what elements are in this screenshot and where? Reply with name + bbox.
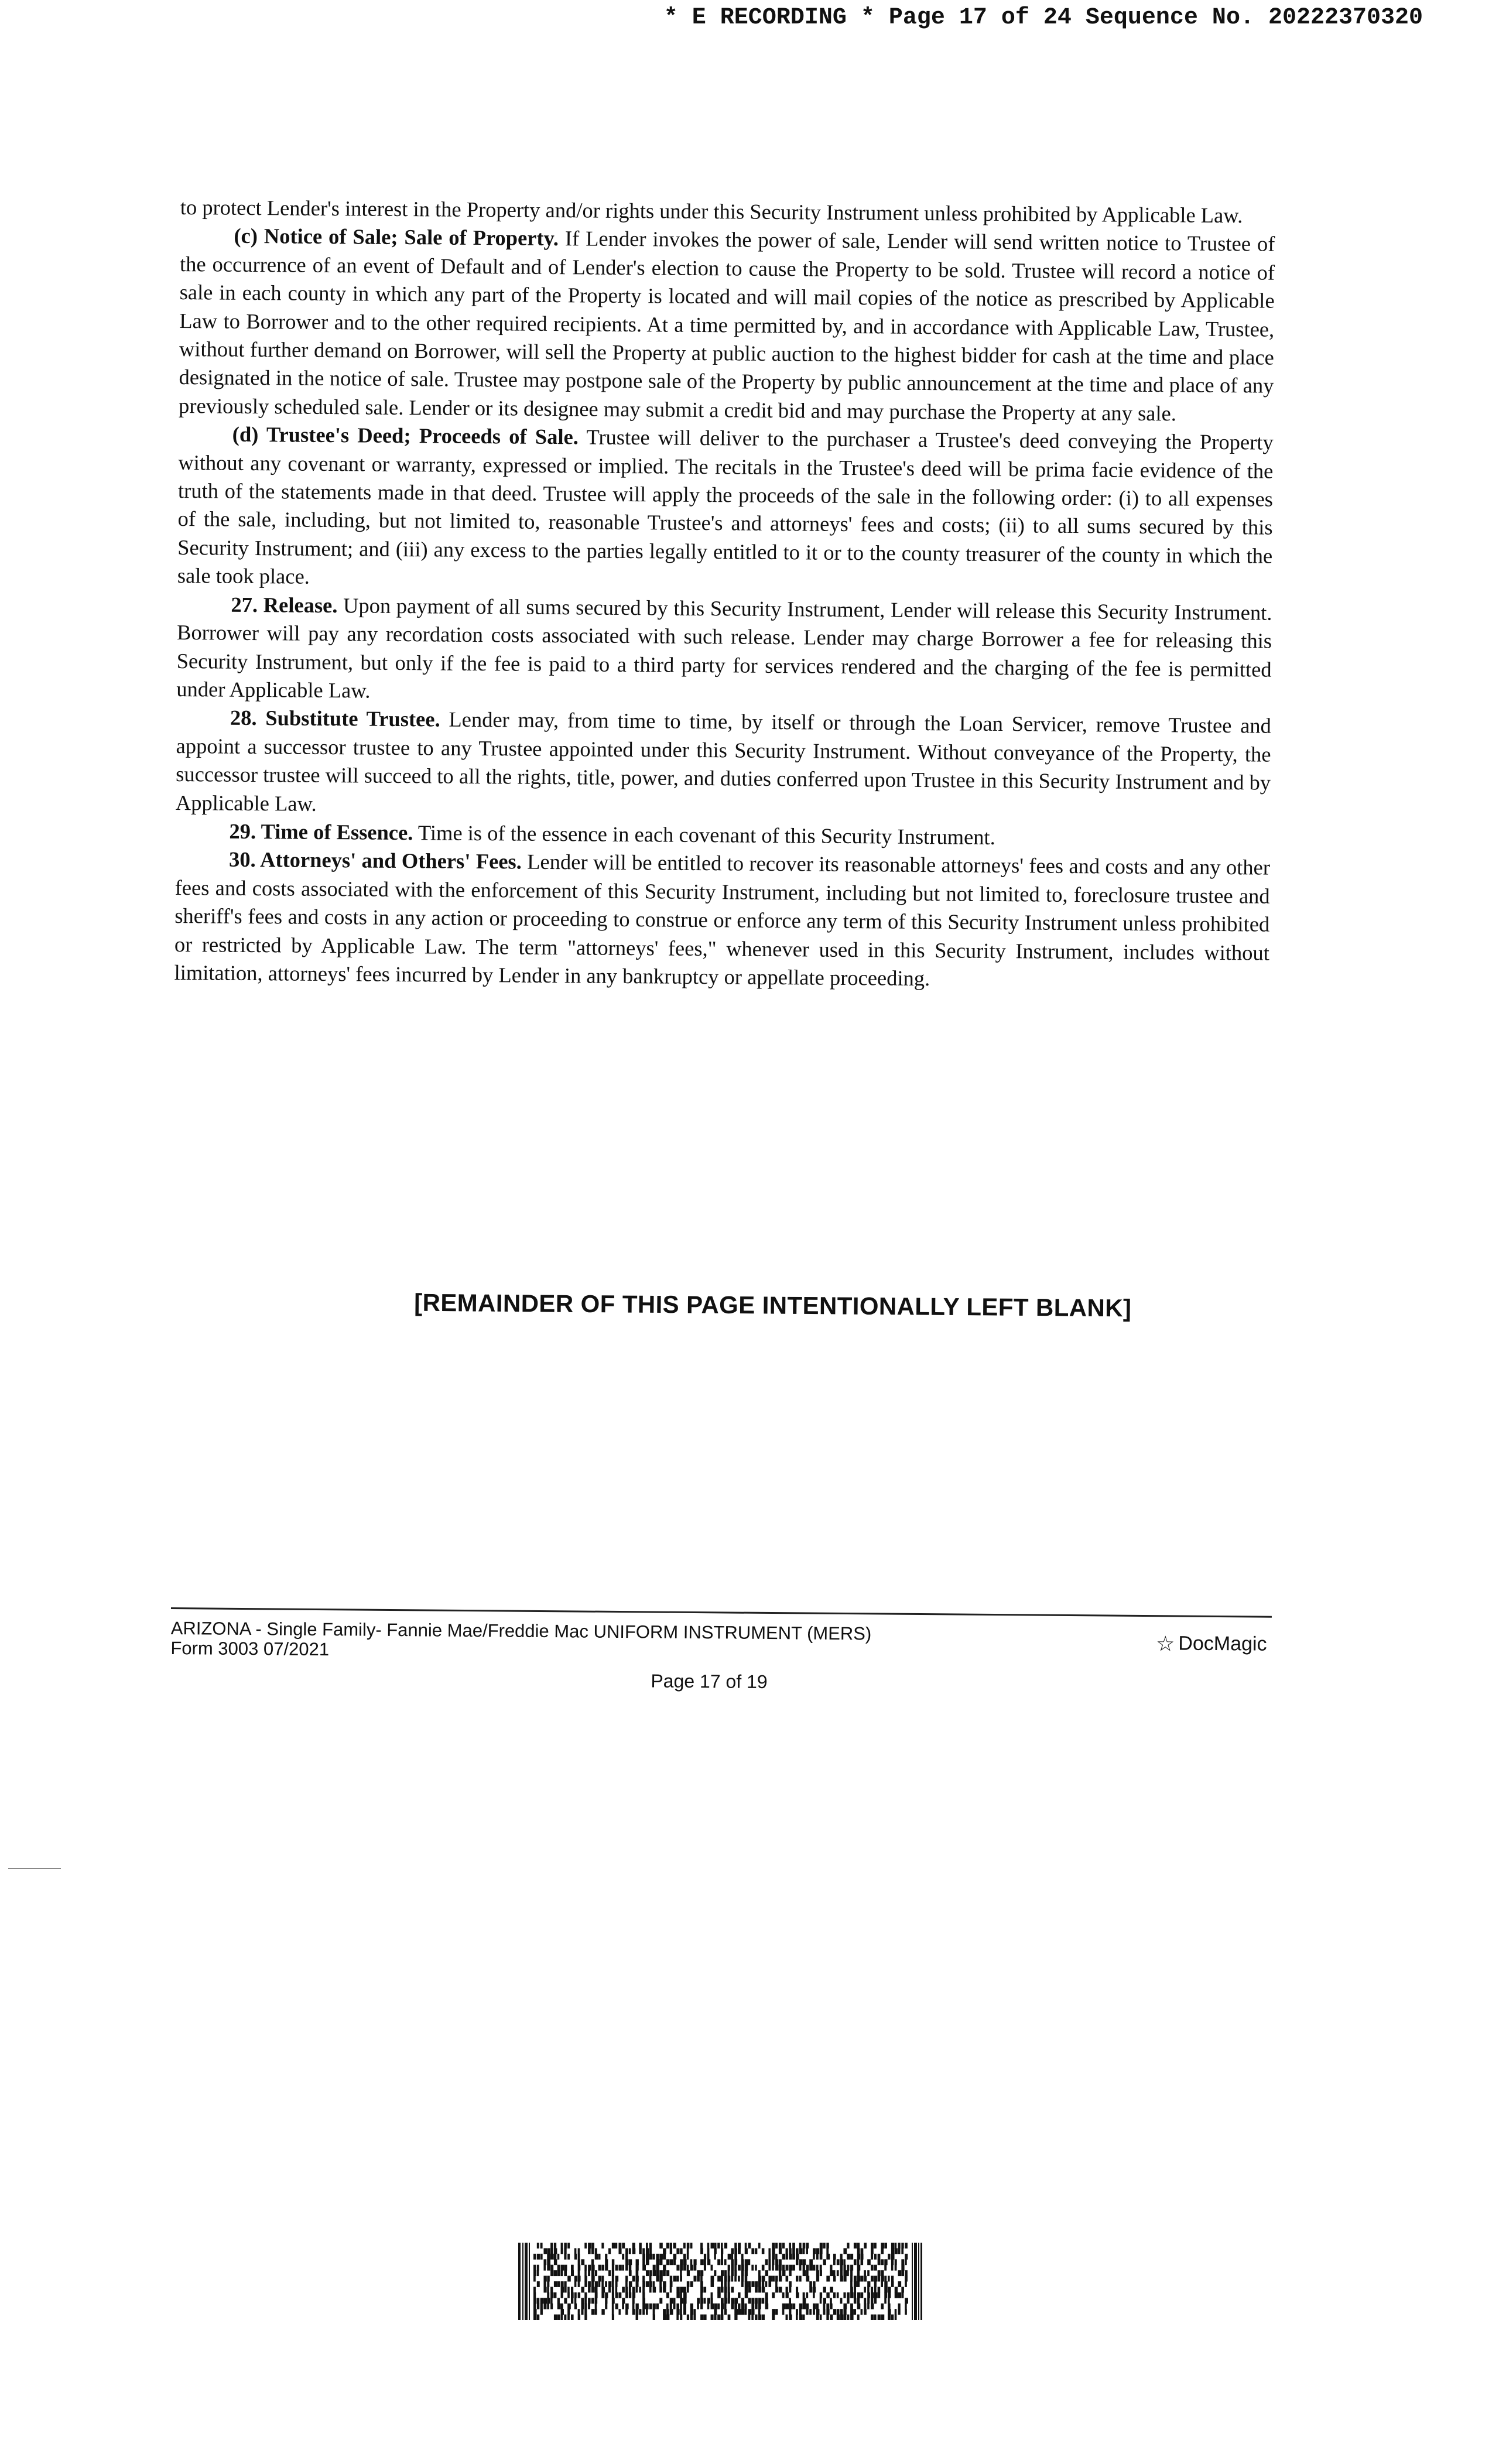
footer-divider	[171, 1607, 1272, 1618]
section-text: Lender may, from time to time, by itself or through the Loan Servicer, remove Trustee and appoint a successor trustee to any Trustee appointed under this Security Instrument. Without conveyance of the Property, the successor trustee will succeed to all the rights, title, power, and duties conferred upon Trustee in this Security Instrument and by Applicable Law.	[175, 707, 1272, 816]
form-number: Form 3003 07/2021	[170, 1637, 330, 1660]
section-heading: 27. Release.	[231, 592, 338, 617]
section-release	[176, 590, 1272, 712]
section-heading: (d) Trustee's Deed; Proceeds of Sale.	[232, 422, 579, 449]
section-heading: (c) Notice of Sale; Sale of Property.	[234, 224, 559, 251]
section-text: If Lender invokes the power of sale, Lender will send written notice to Trustee of the occurrence of an event of Default and of Lender's election to cause the Property to be sold. Trustee will record a notice of sale in each county in which any part of the Property is located and will mail copies of the notice as prescribed by Applicable Law to Borrower and to the other required recipients. At a time permitted by, and in accordance with Applicable Law, Trustee, without further demand on Borrower, will sell the Property at public auction to the highest bidder for cash at the time and place designated in the notice of sale. Trustee may postpone sale of the Property by public announcement at the time and place of any previously scheduled sale. Lender or its designee may submit a credit bid and may purchase the Property at any sale.	[178, 226, 1275, 426]
scan-artifact	[8, 1868, 61, 1869]
footer-row	[170, 1618, 1271, 1667]
section-attorneys-fees	[174, 845, 1270, 995]
section-substitute-trustee	[176, 703, 1271, 825]
recording-header: * E RECORDING * Page 17 of 24 Sequence No. 20222370320	[663, 5, 1423, 31]
section-heading: 28. Substitute Trustee.	[230, 706, 440, 731]
section-notice-of-sale	[179, 221, 1275, 429]
barcode-image	[518, 2243, 922, 2320]
section-heading: 30. Attorneys' and Others' Fees.	[228, 847, 522, 874]
page-number: Page 17 of 19	[651, 1670, 768, 1693]
star-outline-icon: ☆	[1155, 1631, 1175, 1655]
section-text: Time is of the essence in each covenant of this Security Instrument.	[413, 820, 995, 849]
section-text: Trustee will deliver to the purchaser a Trustee's deed conveying the Property without any covenant or warranty, expressed or implied. The recitals in the Trustee's deed will be prima facie evidence of the truth of the statements made in that deed. Trustee will apply the proceeds of the sale in the following order: (i) to all expenses of the sale, including, but not limited to, reasonable Trustee's and attorneys' fees and costs; (ii) to all sums secured by this Security Instrument; and (iii) any excess to the parties legally entitled to it or to the county treasurer of the county in which the sale took place.	[177, 425, 1274, 589]
form-info	[170, 1618, 871, 1664]
section-text: Lender will be entitled to recover its reasonable attorneys' fees and costs and any other fees and costs associated with the enforcement of this Security Instrument, including but not limited to, foreclosure trustee and sheriff's fees and costs in any action or proceeding to construe or enforce any term of this Security Instrument unless prohibited or restricted by Applicable Law. The term "attorneys' fees," whenever used in this Security Instrument, includes without limitation, attorneys' fees incurred by Lender in any bankruptcy or appellate proceeding.	[174, 849, 1271, 991]
document-body	[174, 193, 1275, 995]
continuation-paragraph: to protect Lender's interest in the Property and/or rights under this Security Instrument unless prohibited by Applicable Law.	[180, 194, 1243, 228]
page-footer	[170, 1607, 1272, 1697]
section-heading: 29. Time of Essence.	[229, 819, 413, 845]
section-trustees-deed	[177, 420, 1274, 598]
brand-name: DocMagic	[1178, 1632, 1267, 1655]
section-text: Upon payment of all sums secured by this Security Instrument, Lender will release this Security Instrument. Borrower will pay any recordation costs associated with such release. Lender may charge Borrower a fee for releasing this Security Instrument, but only if the fee is paid to a third party for services rendered and the charging of the fee is permitted under Applicable Law.	[176, 593, 1272, 703]
docmagic-logo	[1156, 1632, 1267, 1655]
remainder-blank-notice: [REMAINDER OF THIS PAGE INTENTIONALLY LEFT BLANK]	[414, 1288, 1132, 1322]
form-title: ARIZONA - Single Family- Fannie Mae/Freddie Mac UNIFORM INSTRUMENT (MERS)	[170, 1617, 872, 1644]
